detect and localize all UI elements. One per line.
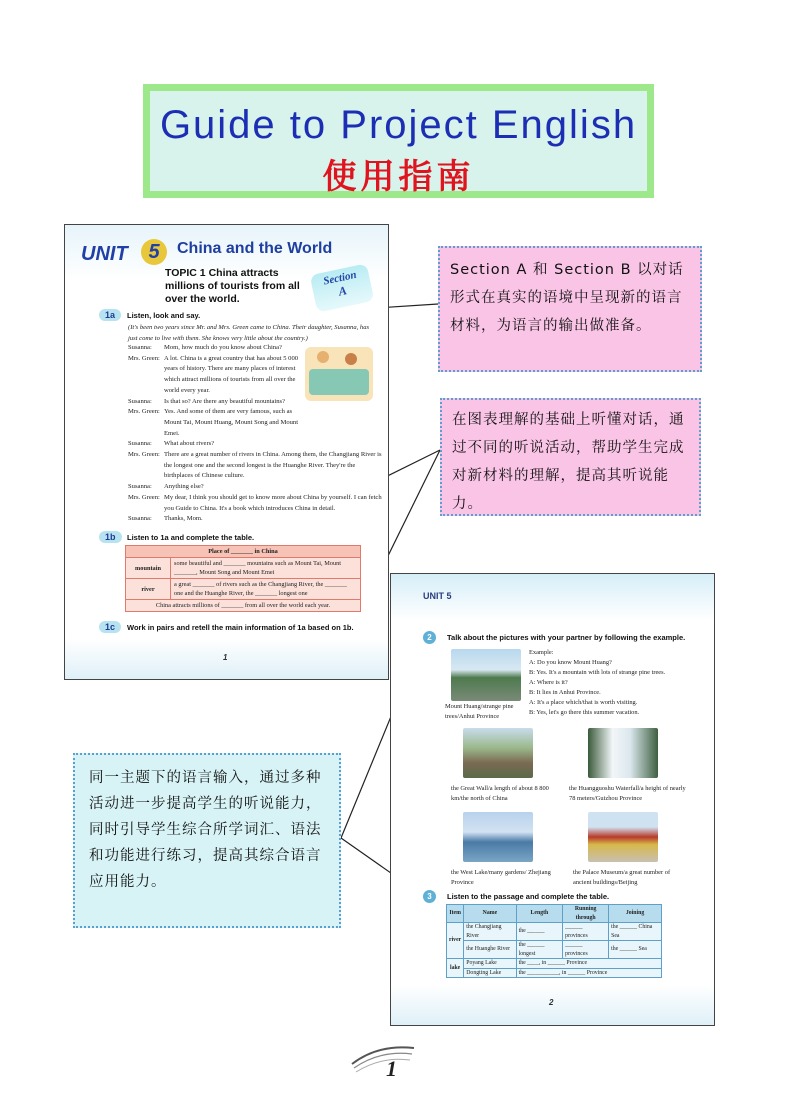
table-category: lake (447, 959, 464, 978)
unit-number-badge: 5 (141, 239, 167, 265)
caption-mount-huang: Mount Huang/strange pine trees/Anhui Province (445, 703, 514, 720)
dialogue-text: A lot. China is a great country that has about 5 000 years of history. There are many places of interest which attract millions of tourists from all over the world every year. (164, 354, 299, 394)
exercise-2-badge: 2 (423, 631, 436, 644)
dialogue-line (128, 397, 383, 408)
table-cell: the ______ Sea (609, 941, 662, 959)
dialogue-speaker: Mrs. Green: (128, 493, 160, 501)
banner-title-en: Guide to Project English (159, 103, 638, 147)
places-table-header: Place of _______ in China (126, 546, 361, 558)
example-line: A: Do you know Mount Huang? (529, 659, 612, 666)
table-cell: the ____, in ______ Province (516, 959, 661, 969)
unit-label: UNIT (81, 243, 128, 265)
dialogue-speaker: Susanna: (128, 440, 152, 448)
table-cell: the Changjiang River (464, 923, 516, 941)
table-cell: Dongting Lake (464, 968, 516, 978)
callout-listening: 在图表理解的基础上听懂对话，通过不同的听说活动，帮助学生完成对新材料的理解，提高其听说能力。 (440, 398, 701, 516)
table-cell: the ______ (516, 923, 563, 941)
exercise-1c-badge: 1c (99, 621, 121, 633)
example-dialogue (529, 648, 709, 718)
dialogue-text: My dear, I think you should get to know more about China by yourself. I can fetch you Guide to China. It's a book which introduces China in detail. (164, 493, 382, 512)
table-category: mountain (126, 558, 171, 579)
dialogue-line (128, 493, 383, 514)
exercise-3-instruction: Listen to the passage and complete the table. (447, 892, 610, 901)
great-wall-photo (463, 728, 533, 778)
table-header: Item (447, 905, 464, 923)
example-line: A: It's a place which/that is worth visiting. (529, 699, 638, 706)
caption-waterfall: the Huangguoshu Waterfall/a height of nearly 78 meters/Guizhou Province (569, 785, 686, 802)
places-table (125, 545, 361, 612)
dialogue-speaker: Mrs. Green: (128, 354, 160, 362)
places-table-footer: China attracts millions of _______ from all over the world each year. (126, 600, 361, 612)
dialogue-line (128, 450, 383, 482)
dialogue-line (128, 439, 383, 450)
callout-section-ab: Section A 和 Section B 以对话形式在真实的语境中呈现新的语言材料，为语言的输出做准备。 (438, 246, 702, 372)
dialogue-intro: (It's been two years since Mr. and Mrs. Green came to China. Their daughter, Susanna, has just come to live with them. She knows very little about the country.) (128, 324, 370, 342)
dialogue-line (128, 407, 383, 439)
table-header: Length (516, 905, 563, 923)
table-header: Joining (609, 905, 662, 923)
exercise-1a-instruction: Listen, look and say. (127, 311, 201, 320)
table-cell: ______ provinces (563, 923, 609, 941)
caption-palace-museum: the Palace Museum/a great number of ancient buildings/Beijing (573, 869, 671, 886)
dialogue-text: Yes. And some of them are very famous, such as Mount Tai, Mount Huang, Mount Song and Mount Emei. (164, 408, 299, 437)
waterfall-photo (588, 728, 658, 778)
table-category: river (447, 923, 464, 959)
table-cell: the Huanghe River (464, 941, 516, 959)
dialogue-line (128, 514, 383, 525)
table-cell: a great _______ of rivers such as the Changjiang River, the _______ one and the Huanghe River, the _______ longest one (171, 579, 361, 600)
example-line: Example: (529, 649, 554, 656)
unit-title: China and the World (177, 240, 333, 257)
swoosh-icon (348, 1038, 418, 1090)
example-line: B: It lies in Anhui Province. (529, 689, 601, 696)
exercise-1a-badge: 1a (99, 309, 121, 321)
west-lake-photo (463, 812, 533, 862)
table-header: Running through (563, 905, 609, 923)
dialogue-speaker: Susanna: (128, 483, 152, 491)
dialogue-speaker: Mrs. Green: (128, 408, 160, 416)
table-cell: Poyang Lake (464, 959, 516, 969)
table-cell: some beautiful and _______ mountains such as Mount Tai, Mount _______, Mount Song and Mount Emei (171, 558, 361, 579)
topic-title: TOPIC 1 China attracts millions of tourists from all over the world. (165, 267, 300, 305)
dialogue (128, 343, 383, 525)
exercise-1b-instruction: Listen to 1a and complete the table. (127, 533, 255, 542)
table-category: river (126, 579, 171, 600)
dialogue-text: Mom, how much do you know about China? (164, 344, 282, 351)
table-cell: the ______ China Sea (609, 923, 662, 941)
dialogue-speaker: Susanna: (128, 344, 152, 351)
dialogue-text: Is that so? Are there any beautiful mountains? (164, 397, 286, 405)
exercise-3-badge: 3 (423, 890, 436, 903)
textbook-page-1 (64, 224, 389, 680)
section-tag-letter: A (337, 283, 348, 299)
banner-title-cn: 使用指南 (322, 157, 475, 197)
section-tag-word: Section (322, 268, 358, 288)
dialogue-text: Anything else? (164, 483, 204, 491)
exercise-2-instruction: Talk about the pictures with your partner by following the example. (447, 633, 686, 642)
dialogue-speaker: Susanna: (128, 397, 152, 405)
table-cell: the ___________, in ______ Province (516, 968, 661, 978)
dialogue-line (128, 354, 383, 397)
palace-museum-photo (588, 812, 658, 862)
example-line: A: Where is it? (529, 679, 568, 686)
table-cell: the ______ longest (516, 941, 563, 959)
dialogue-text: There are a great number of rivers in China. Among them, the Changjiang River is the longest one and the second longest is the Huanghe River. They're the birthplaces of Chinese culture. (164, 451, 382, 480)
caption-west-lake: the West Lake/many gardens/ Zhejiang Province (451, 869, 551, 886)
page-number-logo (348, 1038, 418, 1090)
exercise-1c-instruction: Work in pairs and retell the main information of 1a based on 1b. (127, 623, 354, 632)
textbook-page-2 (390, 573, 715, 1026)
dialogue-text: What about rivers? (164, 440, 215, 448)
mount-huang-photo (451, 649, 521, 701)
rivers-lakes-table (446, 904, 662, 978)
footer-page-number: 1 (386, 1056, 397, 1081)
dialogue-text: Thanks, Mom. (164, 515, 203, 523)
dialogue-line (128, 343, 383, 354)
page2-number: 2 (549, 998, 554, 1007)
exercise-1b-badge: 1b (99, 531, 122, 543)
example-line: B: Yes, let's go there this summer vacation. (529, 709, 640, 716)
callout-integrated: 同一主题下的语言输入，通过多种活动进一步提高学生的听说能力，同时引导学生综合所学词汇、语法和功能进行练习，提高其综合语言应用能力。 (73, 753, 341, 928)
caption-great-wall: the Great Wall/a length of about 8 800 km/the north of China (451, 785, 549, 802)
dialogue-speaker: Mrs. Green: (128, 451, 160, 459)
page1-number: 1 (223, 653, 228, 662)
table-cell: ______ provinces (563, 941, 609, 959)
dialogue-speaker: Susanna: (128, 515, 152, 523)
dialogue-line (128, 482, 383, 493)
example-line: B: Yes. It's a mountain with lots of strange pine trees. (529, 669, 666, 676)
page2-unit-label: UNIT 5 (423, 591, 452, 601)
table-header: Name (464, 905, 516, 923)
